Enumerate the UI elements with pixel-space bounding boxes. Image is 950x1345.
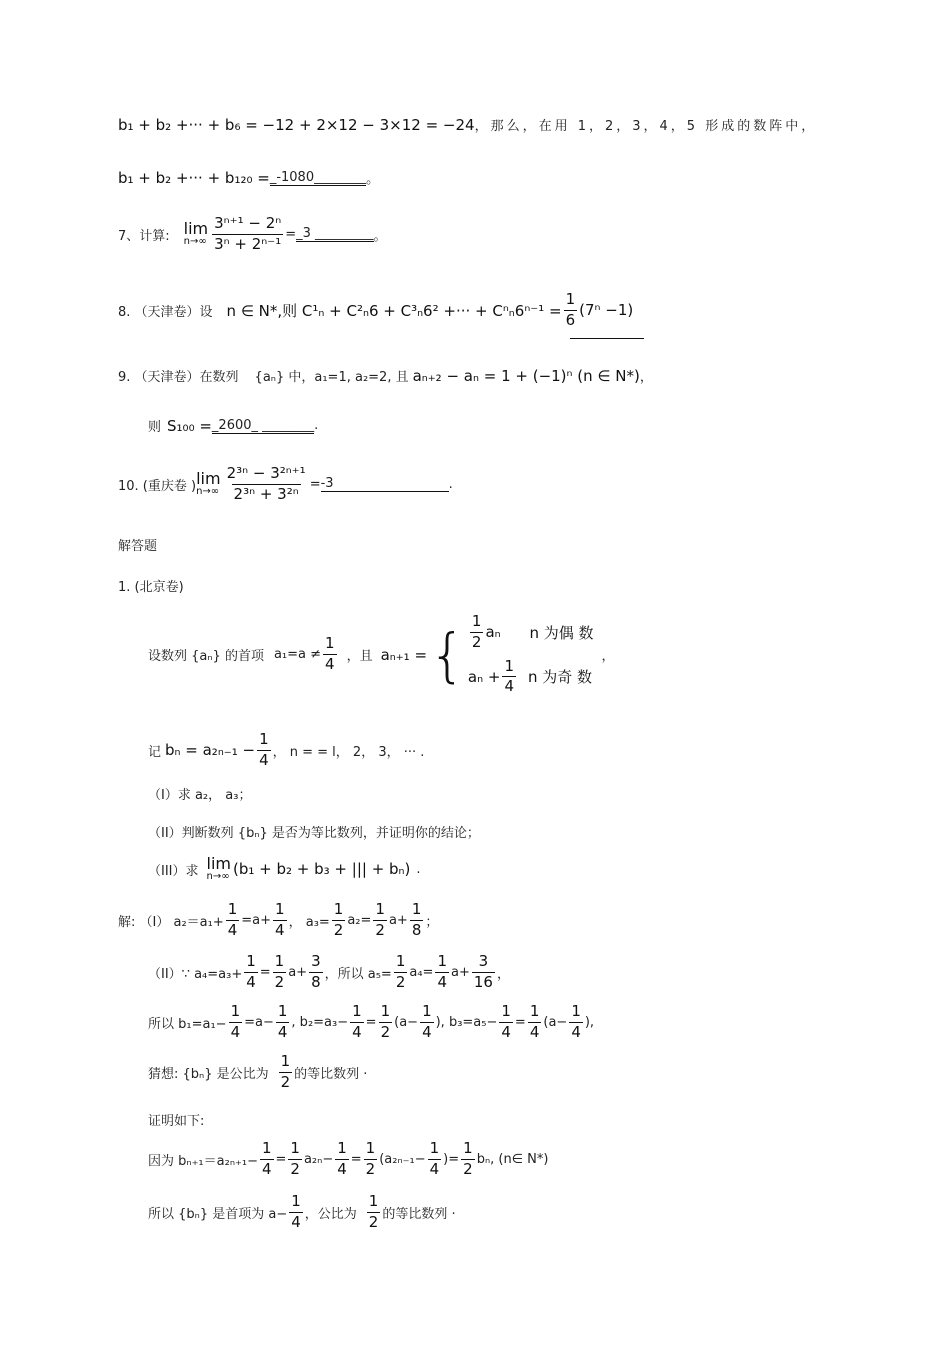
- part-1: （I）求 a₂， a₃；: [148, 788, 252, 803]
- text: 。: [373, 228, 387, 244]
- math-expr: b₁ + b₂ +··· + b₆ = −12 + 2×12 − 3×12 = −24: [118, 115, 475, 134]
- piecewise-cases: $\frac{1}{2}$ aₙ n 为偶 数 aₙ + $\frac{1}{4}$ n 为奇 数: [467, 612, 594, 696]
- text: ，那么，在用 1，2，3，4，5 形成的数阵中，: [474, 119, 818, 134]
- proof-step: 因为 bₙ₊₁＝a₂ₙ₊₁− $\frac{1}{4}$ = $\frac{1}{2}$ a₂ₙ− $\frac{1}{4}$ = $\frac{1}{2}$ (a₂ₙ₋₁− $\frac{1}{4}$ )= $\frac{1}{2}$ bₙ, (n∈ N*): [148, 1139, 549, 1178]
- line-sum-b6: [118, 115, 950, 134]
- answer-blank: -3: [321, 476, 449, 492]
- math-expr: bₙ = a₂ₙ₋₁ −: [165, 741, 256, 760]
- sequence-definition: [148, 614, 950, 695]
- math-expr: S₁₀₀ =: [167, 416, 212, 435]
- problem-label: 8. （天津卷）设: [118, 304, 213, 320]
- text: （III）求: [148, 863, 199, 879]
- text: ，: [601, 649, 615, 664]
- math-expr: aₙ₊₁ =: [380, 645, 428, 664]
- problem-label: 7、计算:: [118, 228, 170, 244]
- text: {aₙ} 中，a₁=1, a₂=2, 且: [254, 370, 409, 385]
- problem-9: [118, 366, 950, 385]
- line-s100: [148, 416, 950, 435]
- conjecture: 猜想: {bₙ} 是公比为 $\frac{1}{2}$ 的等比数列 ·: [148, 1052, 368, 1091]
- text: ，: [639, 370, 653, 385]
- part-3: [148, 856, 950, 882]
- section-heading: 解答题: [118, 539, 158, 554]
- math-expr: n ∈ N*,则 C¹ₙ + C²ₙ6 + C³ₙ6² +··· + Cⁿₙ6ⁿ⁻¹ =: [226, 301, 562, 320]
- equals: =: [309, 476, 321, 492]
- bn-definition: [148, 732, 950, 769]
- solution-part-1: 解: （I） a₂＝a₁+ $\frac{1}{4}$ =a+ $\frac{1}{4}$ ， a₃= $\frac{1}{2}$ a₂= $\frac{1}{2}$ a+ $\frac{1}{8}$ ；: [118, 900, 439, 939]
- text: 则: [148, 420, 162, 435]
- problem-label: 10. (重庆卷 ): [118, 478, 197, 494]
- math-expr: (b₁ + b₂ + b₃ + ||| + bₙ): [233, 860, 411, 878]
- text: .: [314, 418, 319, 433]
- limit-symbol: lim n→∞: [206, 854, 231, 882]
- answer-blank: _3 _________: [296, 226, 374, 242]
- text: a₁=a ≠: [273, 647, 322, 662]
- problem-7: [118, 216, 950, 253]
- fraction: $\frac{\text{3ⁿ⁺¹ − 2ⁿ}}{\text{3ⁿ + 2ⁿ⁻¹}}$: [214, 214, 282, 253]
- limit-symbol: lim n→∞: [183, 219, 209, 248]
- solution-part-2: （II）∵ a₄=a₃+ $\frac{1}{4}$ = $\frac{1}{2}$ a+ $\frac{3}{8}$ ，所以 a₅= $\frac{1}{2}$ a₄= $\frac{1}{4}$ a+ $\frac{3}{16}$ ，: [148, 952, 510, 991]
- text: 。: [366, 172, 380, 187]
- part-2: （II）判断数列 {bₙ} 是否为等比数列，并证明你的结论；: [148, 826, 480, 841]
- conclusion: 所以 {bₙ} 是首项为 a− $\frac{1}{4}$ ，公比为 $\frac{1}{2}$ 的等比数列 ·: [148, 1192, 456, 1231]
- fraction: $\frac{1}{4}$: [325, 634, 335, 673]
- problem-1-label: 1. (北京卷): [118, 580, 184, 595]
- limit-symbol: lim n→∞: [196, 469, 221, 498]
- fraction: $\frac{\text{2³ⁿ − 3²ⁿ⁺¹}}{\text{2³ⁿ + 3²ⁿ}}$: [226, 464, 306, 503]
- text: .: [448, 476, 453, 492]
- equals: =: [285, 226, 297, 242]
- text: 设数列 {aₙ} 的首项: [148, 649, 264, 664]
- fraction: $\frac{1}{6}$: [565, 290, 576, 329]
- solution-b-values: 所以 b₁=a₁− $\frac{1}{4}$ =a− $\frac{1}{4}$ , b₂=a₃− $\frac{1}{4}$ = $\frac{1}{2}$ (a− $\frac{1}{4}$ ), b₃=a₅− $\frac{1}{4}$ = $\frac{1}{4}$ (a− $\frac{1}{4}$ ),: [148, 1002, 595, 1041]
- problem-8: [118, 292, 950, 329]
- left-brace: {: [429, 620, 466, 689]
- math-expr: aₙ₊₂ − aₙ = 1 + (−1)ⁿ (n ∈ N*): [412, 366, 640, 385]
- problem-10: [118, 466, 950, 503]
- line-sum-b120: [118, 168, 950, 187]
- problem-label: 9. （天津卷）在数列: [118, 370, 239, 385]
- answer-underline: [570, 338, 644, 339]
- math-expr: (7ⁿ −1): [579, 301, 634, 320]
- text: ， n = = l， 2， 3， ··· .: [272, 744, 425, 760]
- answer-blank: _2600_ ________: [211, 417, 315, 433]
- text: .: [416, 861, 421, 877]
- fraction: $\frac{1}{4}$: [259, 730, 269, 769]
- text: ，且: [346, 649, 373, 664]
- text: 记: [148, 744, 162, 760]
- math-expr: b₁ + b₂ +··· + b₁₂₀ =: [118, 168, 270, 187]
- proof-heading: 证明如下:: [148, 1114, 205, 1129]
- answer-blank: _-1080________: [269, 169, 367, 185]
